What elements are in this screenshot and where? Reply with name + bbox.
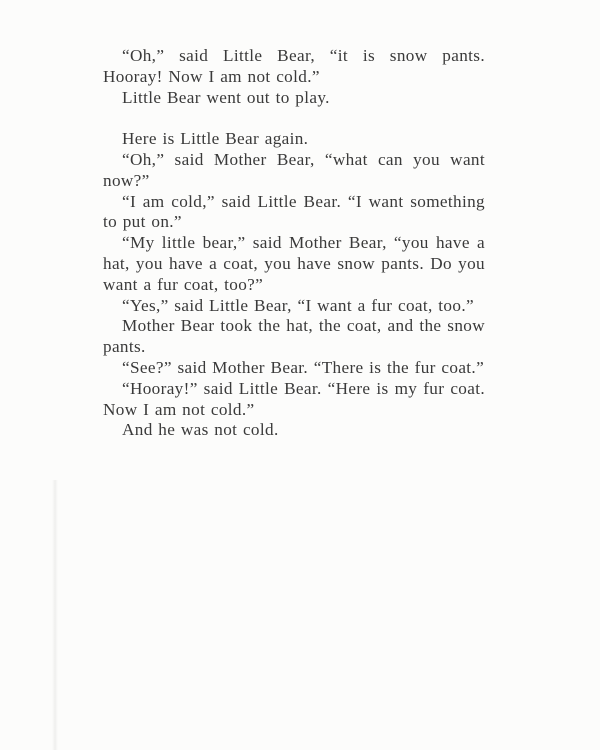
story-paragraph: “Yes,” said Little Bear, “I want a fur coat, too.”	[122, 295, 474, 315]
story-paragraph: Little Bear went out to play.	[122, 87, 330, 107]
story-paragraph: “See?” said Mother Bear. “There is the fur coat.”	[122, 357, 485, 377]
section-break	[103, 108, 485, 129]
story-paragraph: “I am cold,” said Little Bear. “I want something to put on.”	[103, 191, 485, 232]
story-paragraph: Here is Little Bear again.	[122, 129, 309, 149]
story-paragraph: Mother Bear took the hat, the coat, and the snow pants.	[103, 316, 485, 357]
page-gutter-shadow	[52, 480, 58, 750]
story-paragraph: “My little bear,” said Mother Bear, “you have a hat, you have a coat, you have snow pants. Do you want a fur coat, too?”	[103, 233, 485, 294]
story-paragraph: “Oh,” said Little Bear, “it is snow pants. Hooray! Now I am not cold.”	[103, 46, 485, 86]
story-paragraph: And he was not cold.	[122, 420, 279, 440]
story-paragraph: “Hooray!” said Little Bear. “Here is my fur coat. Now I am not cold.”	[103, 378, 485, 419]
story-paragraph: “Oh,” said Mother Bear, “what can you want now?”	[103, 149, 485, 190]
story-text	[103, 46, 485, 441]
